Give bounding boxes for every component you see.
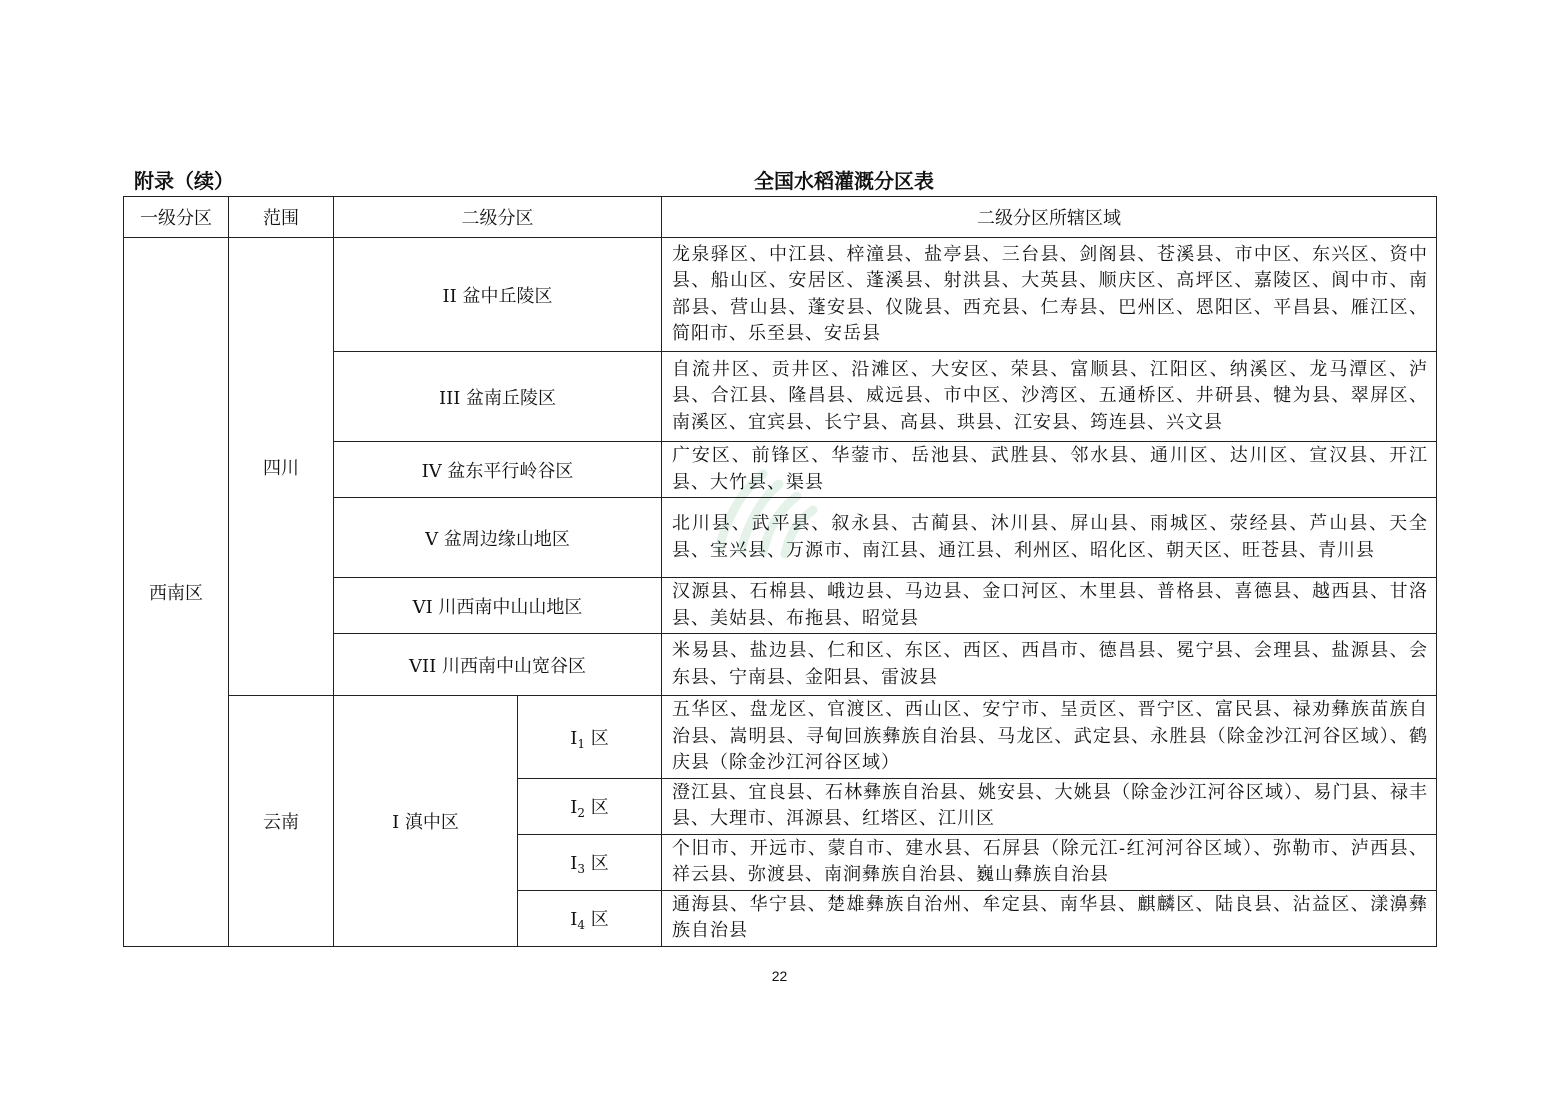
subzone-suffix: 区 bbox=[590, 853, 609, 874]
subzone-index: 3 bbox=[577, 862, 586, 876]
level2-zone-cell: IV 盆东平行岭谷区 bbox=[334, 442, 662, 498]
scope-cell-sichuan: 四川 bbox=[229, 238, 334, 696]
subzone-cell bbox=[518, 890, 662, 946]
scope-cell-yunnan: 云南 bbox=[229, 696, 334, 947]
level2-zone-cell: II 盆中丘陵区 bbox=[334, 238, 662, 352]
level2-zone-cell: VII 川西南中山宽谷区 bbox=[334, 634, 662, 696]
subzone-index: 1 bbox=[577, 736, 586, 751]
subzone-suffix: 区 bbox=[590, 797, 609, 818]
subzone-suffix: 区 bbox=[590, 727, 609, 749]
counties-cell: 龙泉驿区、中江县、梓潼县、盐亭县、三台县、剑阁县、苍溪县、市中区、东兴区、资中县、船山区、安居区、蓬溪县、射洪县、大英县、顺庆区、高坪区、嘉陵区、阆中市、南部县、营山县、蓬安县、仪陇县、西充县、仁寿县、巴州区、恩阳区、平昌县、雁江区、简阳市、乐至县、安岳县 bbox=[662, 238, 1437, 352]
counties-cell: 五华区、盘龙区、官渡区、西山区、安宁市、呈贡区、晋宁区、富民县、禄劝彝族苗族自治县、嵩明县、寻甸回族彝族自治县、马龙区、武定县、永胜县（除金沙江河谷区域）、鹤庆县（除金沙江河谷区域） bbox=[662, 696, 1437, 779]
table-title: 全国水稻灌溉分区表 bbox=[754, 169, 934, 193]
irrigation-zone-table bbox=[123, 196, 1437, 947]
subzone-prefix: I bbox=[570, 909, 578, 930]
subzone-cell bbox=[518, 778, 662, 834]
appendix-label: 附录（续） bbox=[134, 169, 234, 193]
col-header-scope: 范围 bbox=[229, 197, 334, 238]
level2-zone-cell: VI 川西南中山山地区 bbox=[334, 578, 662, 634]
counties-cell: 广安区、前锋区、华蓥市、岳池县、武胜县、邻水县、通川区、达川区、宣汉县、开江县、大竹县、渠县 bbox=[662, 442, 1437, 498]
subzone-index: 4 bbox=[577, 918, 586, 932]
col-header-level1: 一级分区 bbox=[124, 197, 229, 238]
table-row bbox=[124, 238, 1437, 352]
subzone-prefix: I bbox=[570, 797, 578, 818]
header-row bbox=[124, 197, 1437, 238]
counties-cell: 个旧市、开远市、蒙自市、建水县、石屏县（除元江-红河河谷区域）、弥勒市、泸西县、祥云县、弥渡县、南涧彝族自治县、巍山彝族自治县 bbox=[662, 834, 1437, 890]
subzone-prefix: I bbox=[570, 727, 578, 749]
counties-cell: 北川县、武平县、叙永县、古蔺县、沐川县、屏山县、雨城区、荥经县、芦山县、天全县、宝兴县、万源市、南江县、通江县、利州区、昭化区、朝天区、旺苍县、青川县 bbox=[662, 498, 1437, 578]
subzone-suffix: 区 bbox=[590, 909, 609, 930]
level2-zone-cell: V 盆周边缘山地区 bbox=[334, 498, 662, 578]
level2-zone-cell: I 滇中区 bbox=[334, 696, 518, 947]
level1-zone-cell: 西南区 bbox=[124, 238, 229, 947]
level2-zone-cell: III 盆南丘陵区 bbox=[334, 352, 662, 442]
counties-cell: 自流井区、贡井区、沿滩区、大安区、荣县、富顺县、江阳区、纳溪区、龙马潭区、泸县、合江县、隆昌县、威远县、市中区、沙湾区、五通桥区、井研县、犍为县、翠屏区、南溪区、宜宾县、长宁县、高县、珙县、江安县、筠连县、兴文县 bbox=[662, 352, 1437, 442]
subzone-cell bbox=[518, 696, 662, 779]
counties-cell: 米易县、盐边县、仁和区、东区、西区、西昌市、德昌县、冕宁县、会理县、盐源县、会东县、宁南县、金阳县、雷波县 bbox=[662, 634, 1437, 696]
counties-cell: 澄江县、宜良县、石林彝族自治县、姚安县、大姚县（除金沙江河谷区域）、易门县、禄丰县、大理市、洱源县、红塔区、江川区 bbox=[662, 778, 1437, 834]
subzone-cell bbox=[518, 834, 662, 890]
col-header-counties: 二级分区所辖区域 bbox=[662, 197, 1437, 238]
counties-cell: 汉源县、石棉县、峨边县、马边县、金口河区、木里县、普格县、喜德县、越西县、甘洛县、美姑县、布拖县、昭觉县 bbox=[662, 578, 1437, 634]
table-row bbox=[124, 696, 1437, 779]
subzone-prefix: I bbox=[570, 853, 578, 874]
page-number: 22 bbox=[771, 968, 788, 984]
counties-cell: 通海县、华宁县、楚雄彝族自治州、牟定县、南华县、麒麟区、陆良县、沾益区、漾濞彝族自治县 bbox=[662, 890, 1437, 946]
subzone-index: 2 bbox=[577, 806, 586, 820]
col-header-level2: 二级分区 bbox=[334, 197, 662, 238]
